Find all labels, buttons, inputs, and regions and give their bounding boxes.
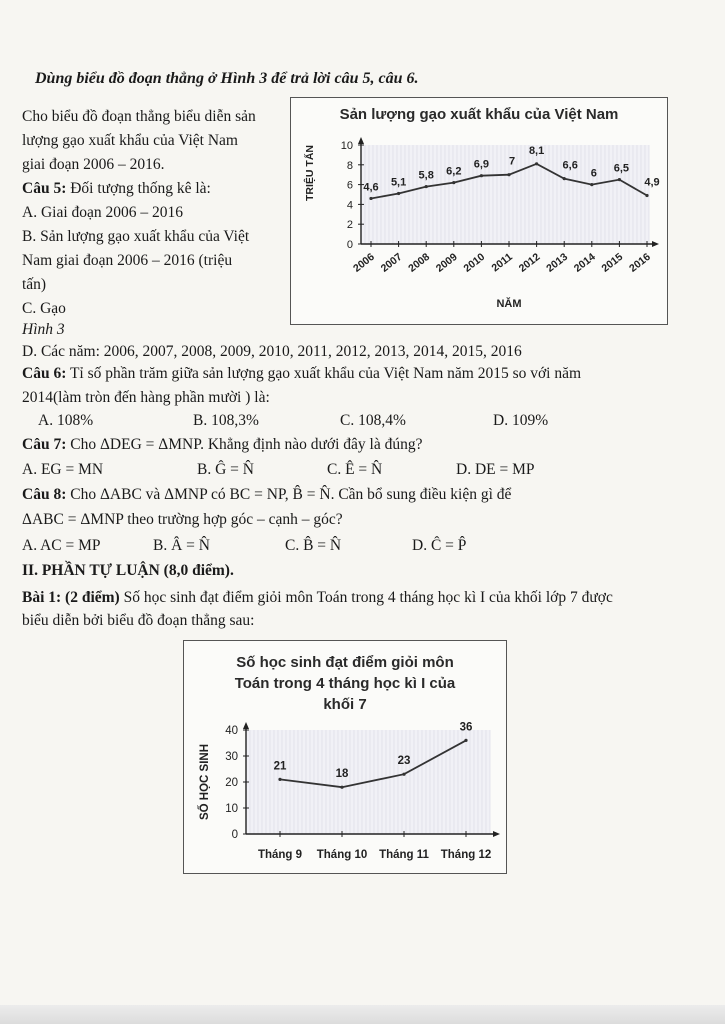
q5-option-a: A. Giai đoạn 2006 – 2016 xyxy=(22,204,184,221)
data-point xyxy=(452,181,455,184)
x-tick-label: 2013 xyxy=(544,250,571,275)
x-tick-label: Tháng 10 xyxy=(316,849,368,861)
y-axis-arrow xyxy=(358,137,364,144)
intro-line-3: giai đoạn 2006 – 2016. xyxy=(22,156,165,173)
data-point xyxy=(618,178,621,181)
q8-question-line-2: ΔABC = ΔMNP theo trường hợp góc – cạnh – góc? xyxy=(22,511,343,528)
x-tick-label: 2011 xyxy=(489,250,515,275)
y-axis-label: TRIỆU TẤN xyxy=(304,145,316,201)
bai1-text: Số học sinh đạt điểm giỏi môn Toán trong 4 tháng học kì I của khối lớp 7 được xyxy=(119,589,613,606)
data-label: 4,6 xyxy=(363,181,379,194)
data-point xyxy=(402,773,405,776)
y-axis-arrow xyxy=(243,722,249,729)
q7-option-b: B. Ĝ = N̂ xyxy=(197,461,254,478)
q8-option-a: A. AC = MP xyxy=(22,537,101,554)
data-label: 6,6 xyxy=(562,159,578,172)
data-label: 6,5 xyxy=(613,162,630,175)
x-tick-label: 2012 xyxy=(516,250,543,275)
y-tick-label: 30 xyxy=(225,751,238,763)
x-tick-label: 2008 xyxy=(406,250,433,275)
bai1-line-2: biểu diễn bởi biểu đồ đoạn thẳng sau: xyxy=(22,612,255,629)
data-label: 5,1 xyxy=(390,176,407,189)
x-tick-label: 2014 xyxy=(571,250,598,275)
bai1-label: Bài 1: (2 điểm) xyxy=(22,589,120,606)
y-tick-label: 0 xyxy=(231,829,238,841)
q5-option-c: C. Gạo xyxy=(22,300,66,317)
data-label: 21 xyxy=(273,760,287,773)
q5-text: Đối tượng thống kê là: xyxy=(66,180,211,197)
y-tick-label: 6 xyxy=(346,179,353,192)
q7-label: Câu 7: xyxy=(22,436,67,453)
q8-option-c: C. B̂ = N̂ xyxy=(285,537,342,554)
data-point xyxy=(397,192,400,195)
q6-option-a: A. 108% xyxy=(38,412,94,429)
data-label: 6 xyxy=(590,167,597,180)
x-tick-label: Tháng 12 xyxy=(440,849,492,861)
intro-line-2: lượng gạo xuất khẩu của Việt Nam xyxy=(22,132,238,149)
q7-question xyxy=(22,436,422,454)
y-tick-label: 20 xyxy=(225,777,238,789)
students-chart xyxy=(183,640,507,874)
rice-export-chart xyxy=(290,97,668,325)
y-tick-label: 40 xyxy=(225,725,238,737)
data-point xyxy=(369,197,372,200)
q8-label: Câu 8: xyxy=(22,486,67,503)
q7-option-d: D. DE = MP xyxy=(456,461,535,478)
data-point xyxy=(590,183,593,186)
y-tick-label: 0 xyxy=(346,239,353,251)
data-point xyxy=(563,177,566,180)
x-tick-label: 2007 xyxy=(378,250,405,275)
q8-option-b: B. Â = N̂ xyxy=(153,537,210,554)
data-label: 36 xyxy=(459,721,473,734)
data-point xyxy=(645,194,648,197)
q5-question xyxy=(22,180,211,198)
chart1-svg xyxy=(291,98,667,324)
figure-caption: Hình 3 xyxy=(22,321,65,338)
q7-option-c: C. Ê = N̂ xyxy=(327,461,383,478)
x-axis-label: NĂM xyxy=(496,298,522,310)
x-tick-label: 2009 xyxy=(433,250,460,275)
q7-text: Cho ΔDEG = ΔMNP. Khẳng định nào dưới đây là đúng? xyxy=(66,436,423,453)
data-label: 6,2 xyxy=(446,165,462,178)
q8-option-d: D. Ĉ = P̂ xyxy=(412,537,467,554)
q5-option-b-line-1: B. Sản lượng gạo xuất khẩu của Việt xyxy=(22,228,250,245)
chart2-title-line-1: Số học sinh đạt điểm giỏi môn xyxy=(236,654,454,671)
y-tick-label: 4 xyxy=(346,199,353,212)
x-tick-label: Tháng 11 xyxy=(379,849,429,861)
data-label: 4,9 xyxy=(644,176,660,189)
q6-text: Tỉ số phần trăm giữa sản lượng gạo xuất khẩu của Việt Nam năm 2015 so với năm xyxy=(66,365,582,382)
data-point xyxy=(425,185,428,188)
intro-line-1: Cho biểu đồ đoạn thẳng biểu diễn sản xyxy=(22,108,256,125)
y-tick-label: 8 xyxy=(346,159,353,172)
q5-option-b-line-2: Nam giai đoạn 2006 – 2016 (triệu xyxy=(22,252,233,269)
data-point xyxy=(464,739,467,742)
x-tick-label: Tháng 9 xyxy=(257,849,303,861)
q6-question-line-2: 2014(làm tròn đến hàng phần mười ) là: xyxy=(22,389,270,406)
data-label: 8,1 xyxy=(528,144,545,157)
x-tick-label: 2006 xyxy=(351,250,377,275)
bai1-line-1 xyxy=(22,589,613,607)
data-label: 7 xyxy=(508,155,516,168)
q6-question-line-1 xyxy=(22,365,581,383)
q6-option-d: D. 109% xyxy=(493,412,549,429)
x-tick-label: 2015 xyxy=(599,250,626,275)
x-axis-arrow xyxy=(652,241,659,247)
q6-label: Câu 6: xyxy=(22,365,67,382)
data-label: 6,9 xyxy=(473,158,490,171)
q5-option-d: D. Các năm: 2006, 2007, 2008, 2009, 2010, 2011, 2012, 2013, 2014, 2015, 2016 xyxy=(22,343,522,360)
y-axis-label: SỐ HỌC SINH xyxy=(199,743,211,821)
x-tick-label: 2016 xyxy=(627,250,653,275)
chart2-title-line-3: khối 7 xyxy=(323,696,367,713)
y-tick-label: 10 xyxy=(225,803,238,815)
y-tick-label: 10 xyxy=(340,140,353,152)
data-point xyxy=(507,173,510,176)
data-label: 23 xyxy=(397,755,411,768)
q6-option-c: C. 108,4% xyxy=(340,412,406,429)
x-axis-arrow xyxy=(493,831,500,837)
q8-text: Cho ΔABC và ΔMNP có BC = NP, B̂ = N̂. Cần bổ sung điều kiện gì để xyxy=(66,486,512,503)
data-point xyxy=(340,786,343,789)
data-point xyxy=(480,174,483,177)
x-tick-label: 2010 xyxy=(461,250,488,275)
section-heading: Dùng biểu đồ đoạn thẳng ở Hình 3 để trả lời câu 5, câu 6. xyxy=(35,70,419,87)
chart2-title-line-2: Toán trong 4 tháng học kì I của xyxy=(234,675,456,692)
data-point xyxy=(278,778,281,781)
part2-heading: II. PHẦN TỰ LUẬN (8,0 điểm). xyxy=(22,562,234,579)
chart1-title: Sản lượng gạo xuất khẩu của Việt Nam xyxy=(339,106,619,123)
data-point xyxy=(535,162,538,165)
data-label: 5,8 xyxy=(418,169,434,182)
q7-option-a: A. EG = MN xyxy=(22,461,104,478)
q6-option-b: B. 108,3% xyxy=(193,412,259,429)
chart2-svg xyxy=(184,641,506,873)
q8-question-line-1 xyxy=(22,486,511,504)
q5-label: Câu 5: xyxy=(22,180,67,197)
q5-option-b-line-3: tấn) xyxy=(22,276,47,293)
data-label: 18 xyxy=(335,768,349,781)
scan-edge xyxy=(0,1005,725,1024)
y-tick-label: 2 xyxy=(346,219,353,232)
